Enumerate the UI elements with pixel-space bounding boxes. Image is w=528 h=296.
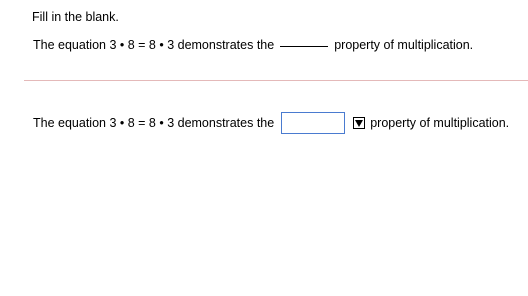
stem-after-text: property of multiplication. <box>334 38 474 52</box>
answer-after-text: property of multiplication. <box>370 116 510 130</box>
answer-row <box>33 110 509 136</box>
dropdown-button[interactable] <box>353 117 365 129</box>
section-divider <box>24 80 528 81</box>
triangle-down-icon <box>355 120 363 127</box>
stem-before-text: The equation 3 • 8 = 8 • 3 demonstrates the <box>33 38 275 52</box>
blank-line <box>280 45 328 47</box>
instruction-text: Fill in the blank. <box>32 10 119 24</box>
answer-before-text: The equation 3 • 8 = 8 • 3 demonstrates the <box>33 116 275 130</box>
question-stem <box>33 38 473 52</box>
answer-select[interactable] <box>281 112 345 134</box>
